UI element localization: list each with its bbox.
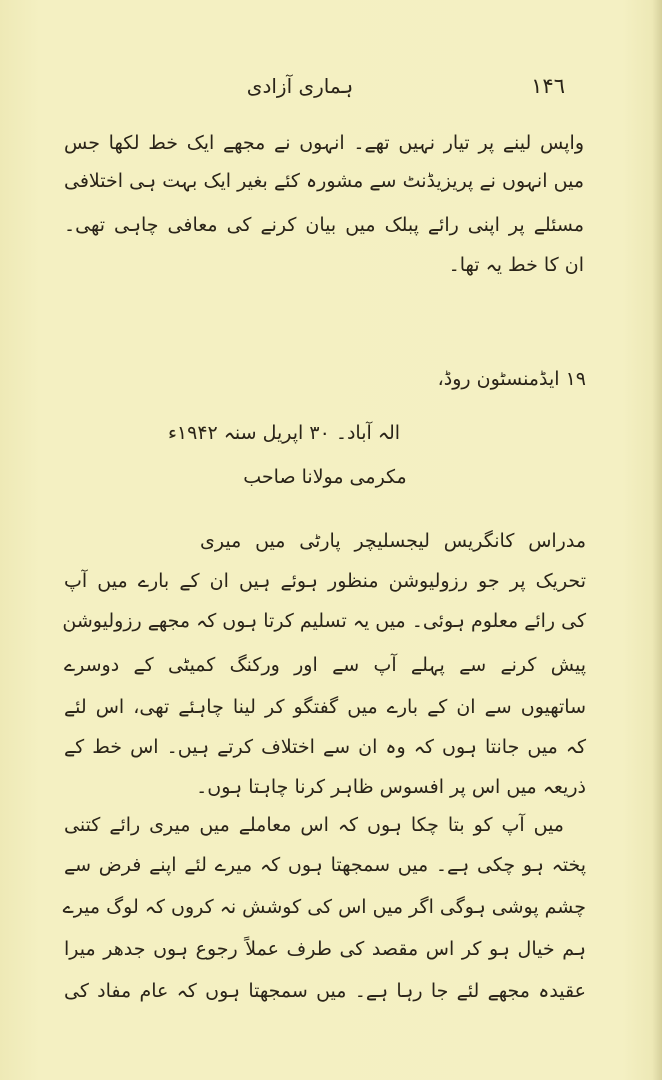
text-line: ذریعہ میں اس پر افسوس ظاہر کرنا چاہتا ہوں۔: [196, 776, 586, 798]
text-line: پیش کرنے سے پہلے آپ سے اور ورکنگ کمیٹی کے دوسرے: [64, 654, 586, 676]
text-line: چشم پوشی ہوگی اگر میں اس کی کوشش نہ کروں کہ لوگ میرے: [62, 896, 586, 918]
text-line: پختہ ہو چکی ہے۔ میں سمجھتا ہوں کہ میرے لئے اپنے فرض سے: [64, 854, 586, 876]
text-line: کہ میں جانتا ہوں کہ وہ ان سے اختلاف کرتے ہیں۔ اس خط کے: [64, 736, 586, 758]
text-line: عقیدہ مجھے لئے جا رہا ہے۔ میں سمجھتا ہوں کہ عام مفاد کی: [64, 980, 586, 1002]
text-line: کی رائے معلوم ہوئی۔ میں یہ تسلیم کرتا ہوں کہ مجھے رزولیوشن: [62, 610, 586, 632]
letter-salutation: مکرمی مولانا صاحب: [243, 466, 407, 488]
text-line: ہم خیال ہو کر اس مقصد کی طرف عملاً رجوع ہوں جدھر میرا: [64, 938, 586, 960]
letter-date-text: الہ آباد۔ ۳۰ اپریل سنہ ۱۹۴۲ء: [167, 422, 401, 444]
text-line: تحریک پر جو رزولیوشن منظور ہوئے ہیں ان کے بارے میں آپ: [64, 570, 586, 592]
text-line: مدراس کانگریس لیجسلیچر پارٹی میں میری: [200, 530, 586, 552]
text-line: میں انہوں نے پریزیڈنٹ سے مشورہ کئے بغیر ایک بہت ہی اختلافی: [64, 170, 584, 192]
text-line: میں آپ کو بتا چکا ہوں کہ اس معاملے میں میری رائے کتنی: [64, 814, 564, 836]
running-header-title: ہماری آزادی: [246, 74, 354, 98]
text-line: واپس لینے پر تیار نہیں تھے۔ انہوں نے مجھے ایک خط لکھا جس: [64, 132, 584, 154]
letter-address: ۱۹ ایڈمنسٹون روڈ،: [437, 368, 586, 390]
page-edge-shadow: [652, 0, 662, 1080]
text-line: مسئلے پر اپنی رائے پبلک میں بیان کرنے کی معافی چاہی تھی۔: [64, 214, 584, 236]
text-line: ساتھیوں سے ان کے بارے میں گفتگو کر لینا چاہئے تھی، اس لئے: [64, 696, 586, 718]
letter-date: [64, 420, 586, 446]
text-line: ان کا خط یہ تھا۔: [448, 254, 584, 276]
page-number: ۱۴٦: [531, 74, 565, 98]
